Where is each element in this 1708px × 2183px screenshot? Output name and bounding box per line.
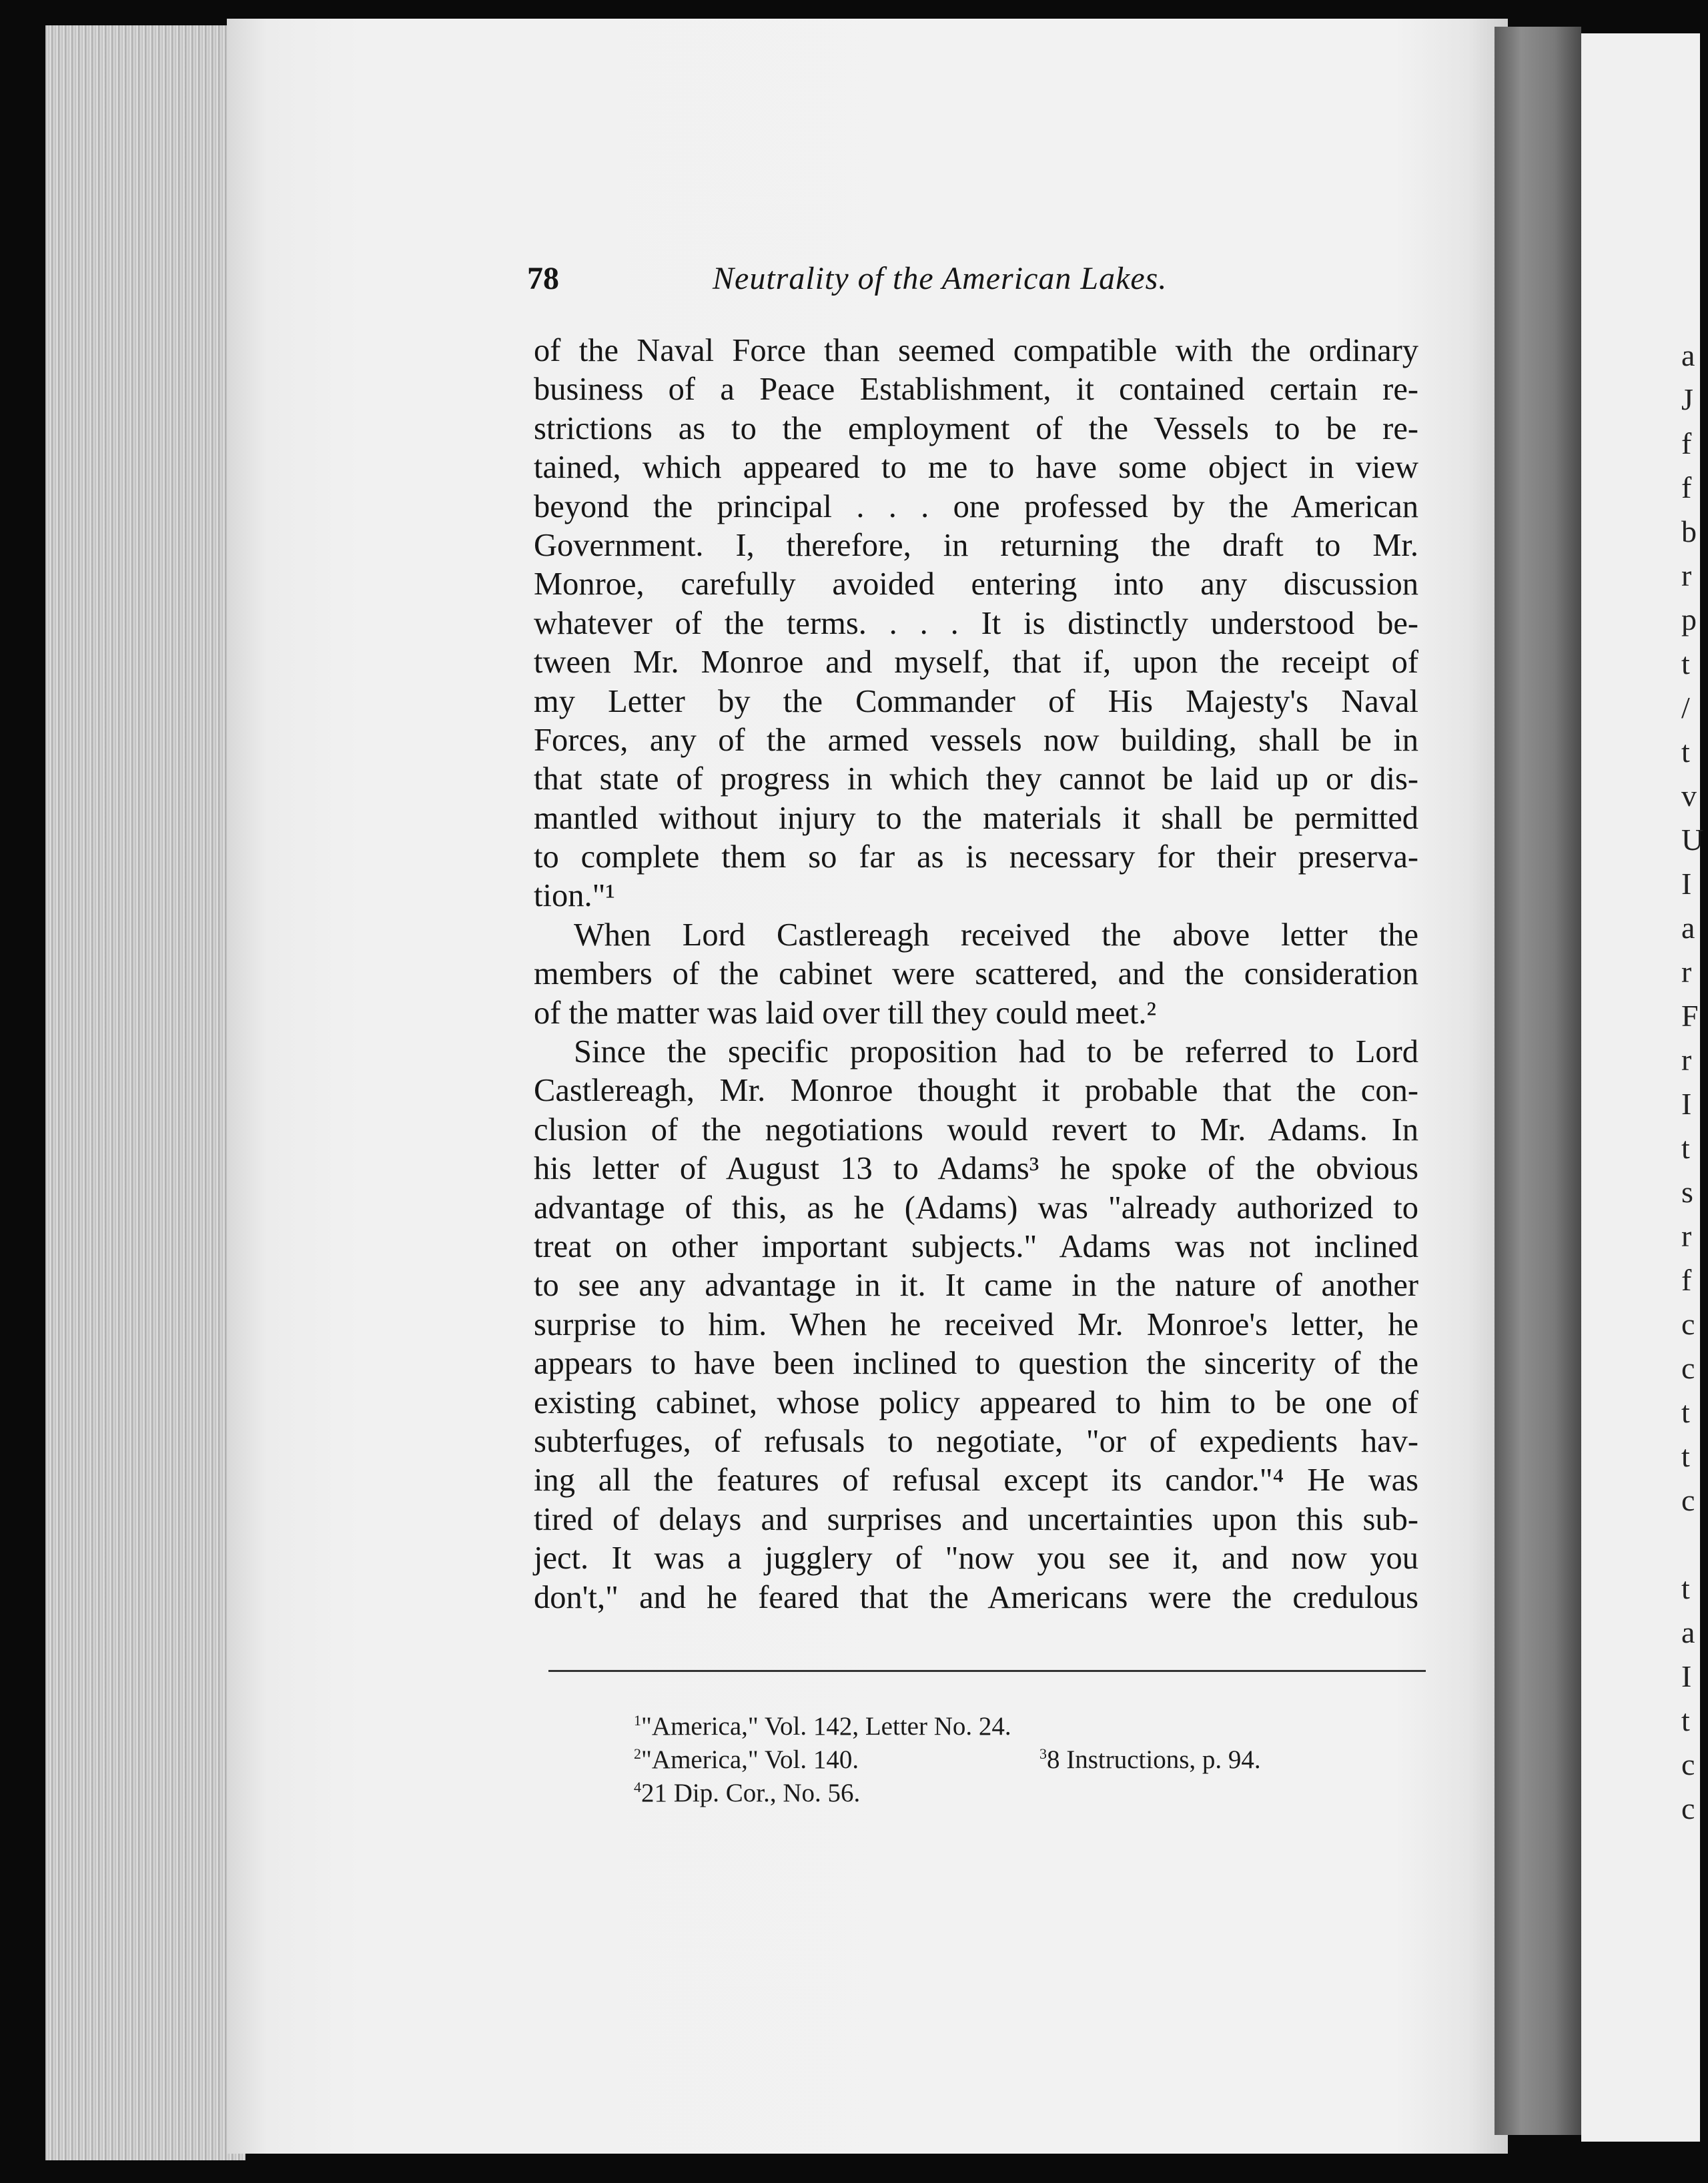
text-line: appears to have been inclined to question the sincerity of the xyxy=(534,1346,1418,1382)
footnote-2 xyxy=(634,1737,1368,1774)
footnote-text: "America," Vol. 142, Letter No. 24. xyxy=(641,1712,1011,1741)
footnote-4 xyxy=(634,1771,1368,1807)
footnotes xyxy=(634,1704,1368,1807)
text-line: tained, which appeared to me to have some object in view xyxy=(534,450,1418,486)
book-gutter xyxy=(1494,27,1581,2135)
text-line: Since the specific proposition had to be referred to Lord xyxy=(574,1034,1418,1070)
text-line: Forces, any of the armed vessels now building, shall be in xyxy=(534,722,1418,758)
page-number: 78 xyxy=(527,261,559,296)
text-line: beyond the principal . . . one professed by the American xyxy=(534,488,1418,524)
text-line: business of a Peace Establishment, it contained certain re- xyxy=(534,372,1418,408)
text-line: advantage of this, as he (Adams) was "already authorized to xyxy=(534,1190,1418,1226)
text-line: When Lord Castlereagh received the above letter the xyxy=(574,917,1418,953)
footnote-marker: 4 xyxy=(634,1779,641,1795)
text-line: tion."¹ xyxy=(534,878,615,914)
text-line: that state of progress in which they cannot be laid up or dis- xyxy=(534,761,1418,797)
text-line: of the matter was laid over till they could meet.² xyxy=(534,995,1157,1031)
footnote-divider xyxy=(548,1670,1426,1672)
body-text xyxy=(534,332,1418,1617)
text-line: clusion of the negotiations would revert to Mr. Adams. In xyxy=(534,1112,1418,1148)
text-line: ject. It was a jugglery of "now you see it, and now you xyxy=(534,1541,1418,1577)
running-header xyxy=(527,260,1241,300)
text-line: my Letter by the Commander of His Majesty's Naval xyxy=(534,683,1418,719)
text-line: existing cabinet, whose policy appeared to him to be one of xyxy=(534,1384,1418,1420)
text-line: whatever of the terms. . . . It is distinctly understood be- xyxy=(534,605,1418,641)
text-line: treat on other important subjects." Adams was not inclined xyxy=(534,1228,1418,1264)
text-line: Monroe, carefully avoided entering into any discussion xyxy=(534,566,1418,602)
text-line: strictions as to the employment of the Vessels to be re- xyxy=(534,410,1418,446)
text-line: ing all the features of refusal except its candor."⁴ He was xyxy=(534,1462,1418,1498)
text-line: to complete them so far as is necessary for their preserva- xyxy=(534,839,1418,875)
footnote-text: "America," Vol. 140. xyxy=(641,1745,859,1774)
text-line: mantled without injury to the materials it shall be permitted xyxy=(534,800,1418,836)
text-line: of the Naval Force than seemed compatible with the ordinary xyxy=(534,333,1418,368)
facing-page-text-fragment: a J f f b r p t / t v U I a r F r I t s r f c c t t c t a I t c c xyxy=(1681,338,1704,1825)
text-line: don't," and he feared that the Americans were the credulous xyxy=(534,1579,1418,1615)
text-line: Government. I, therefore, in returning the draft to Mr. xyxy=(534,527,1418,563)
text-line: members of the cabinet were scattered, and the consideration xyxy=(534,956,1418,992)
footnote-1 xyxy=(634,1704,1368,1741)
text-line: tween Mr. Monroe and myself, that if, upon the receipt of xyxy=(534,644,1418,681)
running-title: Neutrality of the American Lakes. xyxy=(713,261,1168,296)
footnote-text: 21 Dip. Cor., No. 56. xyxy=(641,1779,861,1807)
text-line: his letter of August 13 to Adams³ he spoke of the obvious xyxy=(534,1151,1418,1187)
text-line: tired of delays and surprises and uncertainties upon this sub- xyxy=(534,1501,1418,1537)
text-line: subterfuges, of refusals to negotiate, "or of expedients hav- xyxy=(534,1423,1418,1459)
text-line: to see any advantage in it. It came in the nature of another xyxy=(534,1268,1418,1304)
footnote-marker: 3 xyxy=(1039,1745,1047,1762)
text-line: Castlereagh, Mr. Monroe thought it probable that the con- xyxy=(534,1073,1418,1109)
footnote-marker: 2 xyxy=(634,1745,641,1762)
text-line: surprise to him. When he received Mr. Monroe's letter, he xyxy=(534,1306,1418,1342)
page-edges xyxy=(45,25,246,2160)
footnote-text: 8 Instructions, p. 94. xyxy=(1047,1745,1261,1774)
footnote-marker: 1 xyxy=(634,1712,641,1729)
